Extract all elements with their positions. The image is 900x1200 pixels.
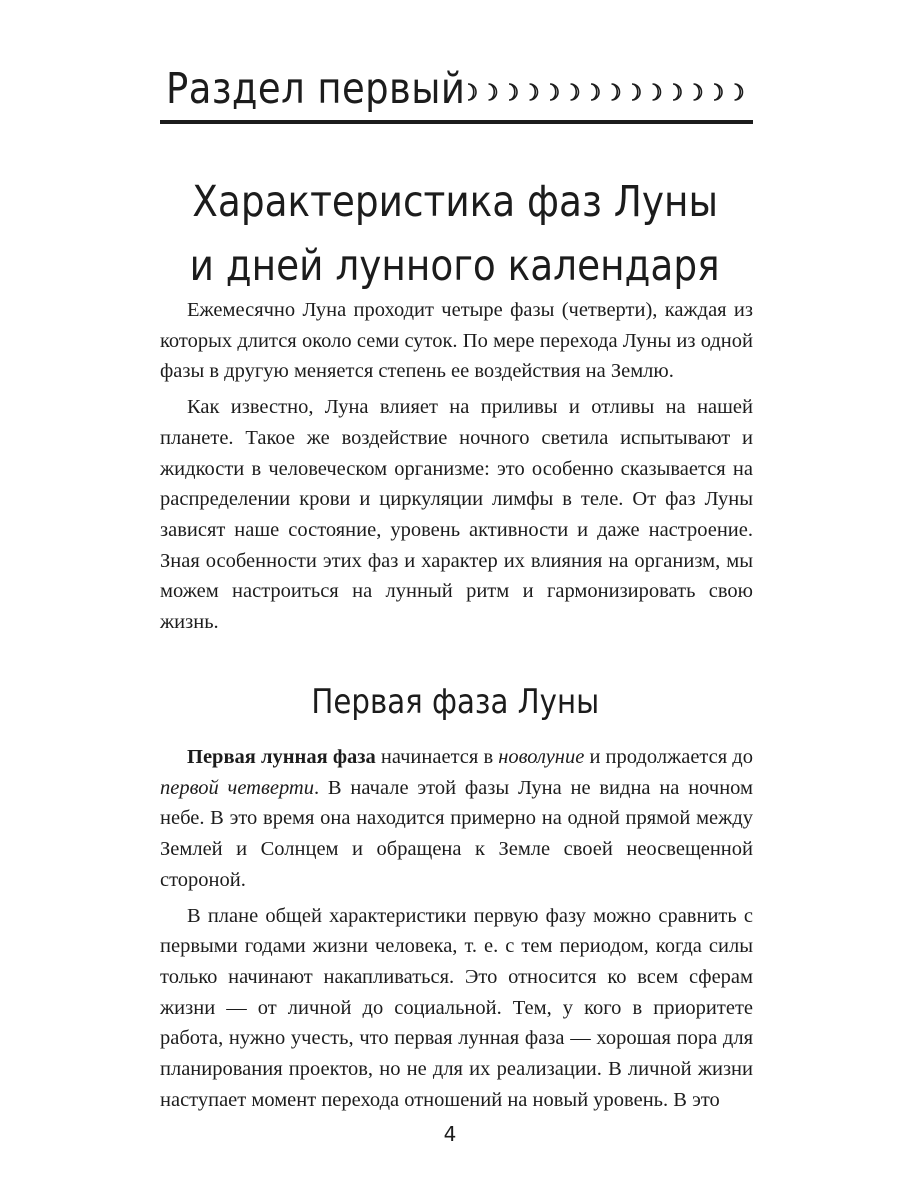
crescent-moon-icon [714,84,722,100]
phase-text-run: . В начале этой фазы Луна не видна на ночном небе. В это время она находится примерно на одной прямой между Землей и Солнцем и обращена к Земле своей неосвещенной стороной. [160,776,753,891]
section-header [160,62,753,128]
page-number: 4 [443,1122,457,1146]
crescent-moon-icon [489,84,497,100]
phase-text [160,742,753,1120]
phase-text-run: начинается в [375,746,499,768]
crescent-moon-icon [694,84,702,100]
chapter-title [150,170,760,298]
chapter-title-line-2: и дней лунного календаря [190,241,720,291]
crescent-moon-icon [591,84,599,100]
chapter-title-line-1: Характеристика фаз Луны [192,177,718,227]
phase-paragraph-1 [160,742,753,896]
new-moon-term: новолуние [498,746,585,768]
phase-paragraph-2: В плане общей характеристики первую фазу можно сравнить с первыми годами жизни человека, т. е. с тем периодом, когда силы только начинают накапливаться. Это относится ко всем сферам жизни — от личной до социальной. Тем, у кого в приоритете работа, нужно учесть, что первая лунная фаза — хорошая пора для планирования проектов, но не для их реализации. В личной жизни наступает момент перехода отношений на новый уровень. В это [160,904,753,1111]
phase-term: Первая лунная фаза [187,746,376,768]
phase-text-run: и продолжается до [584,746,753,768]
crescent-moon-row-icon [457,78,753,106]
crescent-moon-icon [653,84,661,100]
crescent-moon-icon [673,84,681,100]
header-rule [160,120,753,124]
crescent-moon-icon [632,84,640,100]
crescent-moon-icon [550,84,558,100]
phase-heading [150,680,760,724]
phase-heading-text: Первая фаза Луны [311,682,599,722]
crescent-moon-icon [468,84,476,100]
crescent-moon-icon [612,84,620,100]
first-quarter-term: первой четверти [160,776,314,799]
intro-paragraph-1: Ежемесячно Луна проходит четыре фазы (четверти), каждая из которых длится около семи суток. По мере перехода Луны из одной фазы в другую меняется степень ее воздействия на Землю. [160,299,753,383]
crescent-moon-icon [509,84,517,100]
intro-paragraph-2: Как известно, Луна влияет на приливы и отливы на нашей планете. Такое же воздействие ночного светила испытывают и жидкости в человеческом организме: это особенно сказывается на распределении крови и циркуляции лимфы в теле. От фаз Луны зависят наше состояние, уровень активности и даже настроение. Зная особенности этих фаз и характер их влияния на организм, мы можем настроиться на лунный ритм и гармонизировать свою жизнь. [160,396,753,634]
crescent-moon-icon [530,84,538,100]
crescent-moon-icon [571,84,579,100]
section-title: Раздел первый [166,64,466,114]
crescent-moon-icon [735,84,743,100]
intro-text [160,295,753,643]
